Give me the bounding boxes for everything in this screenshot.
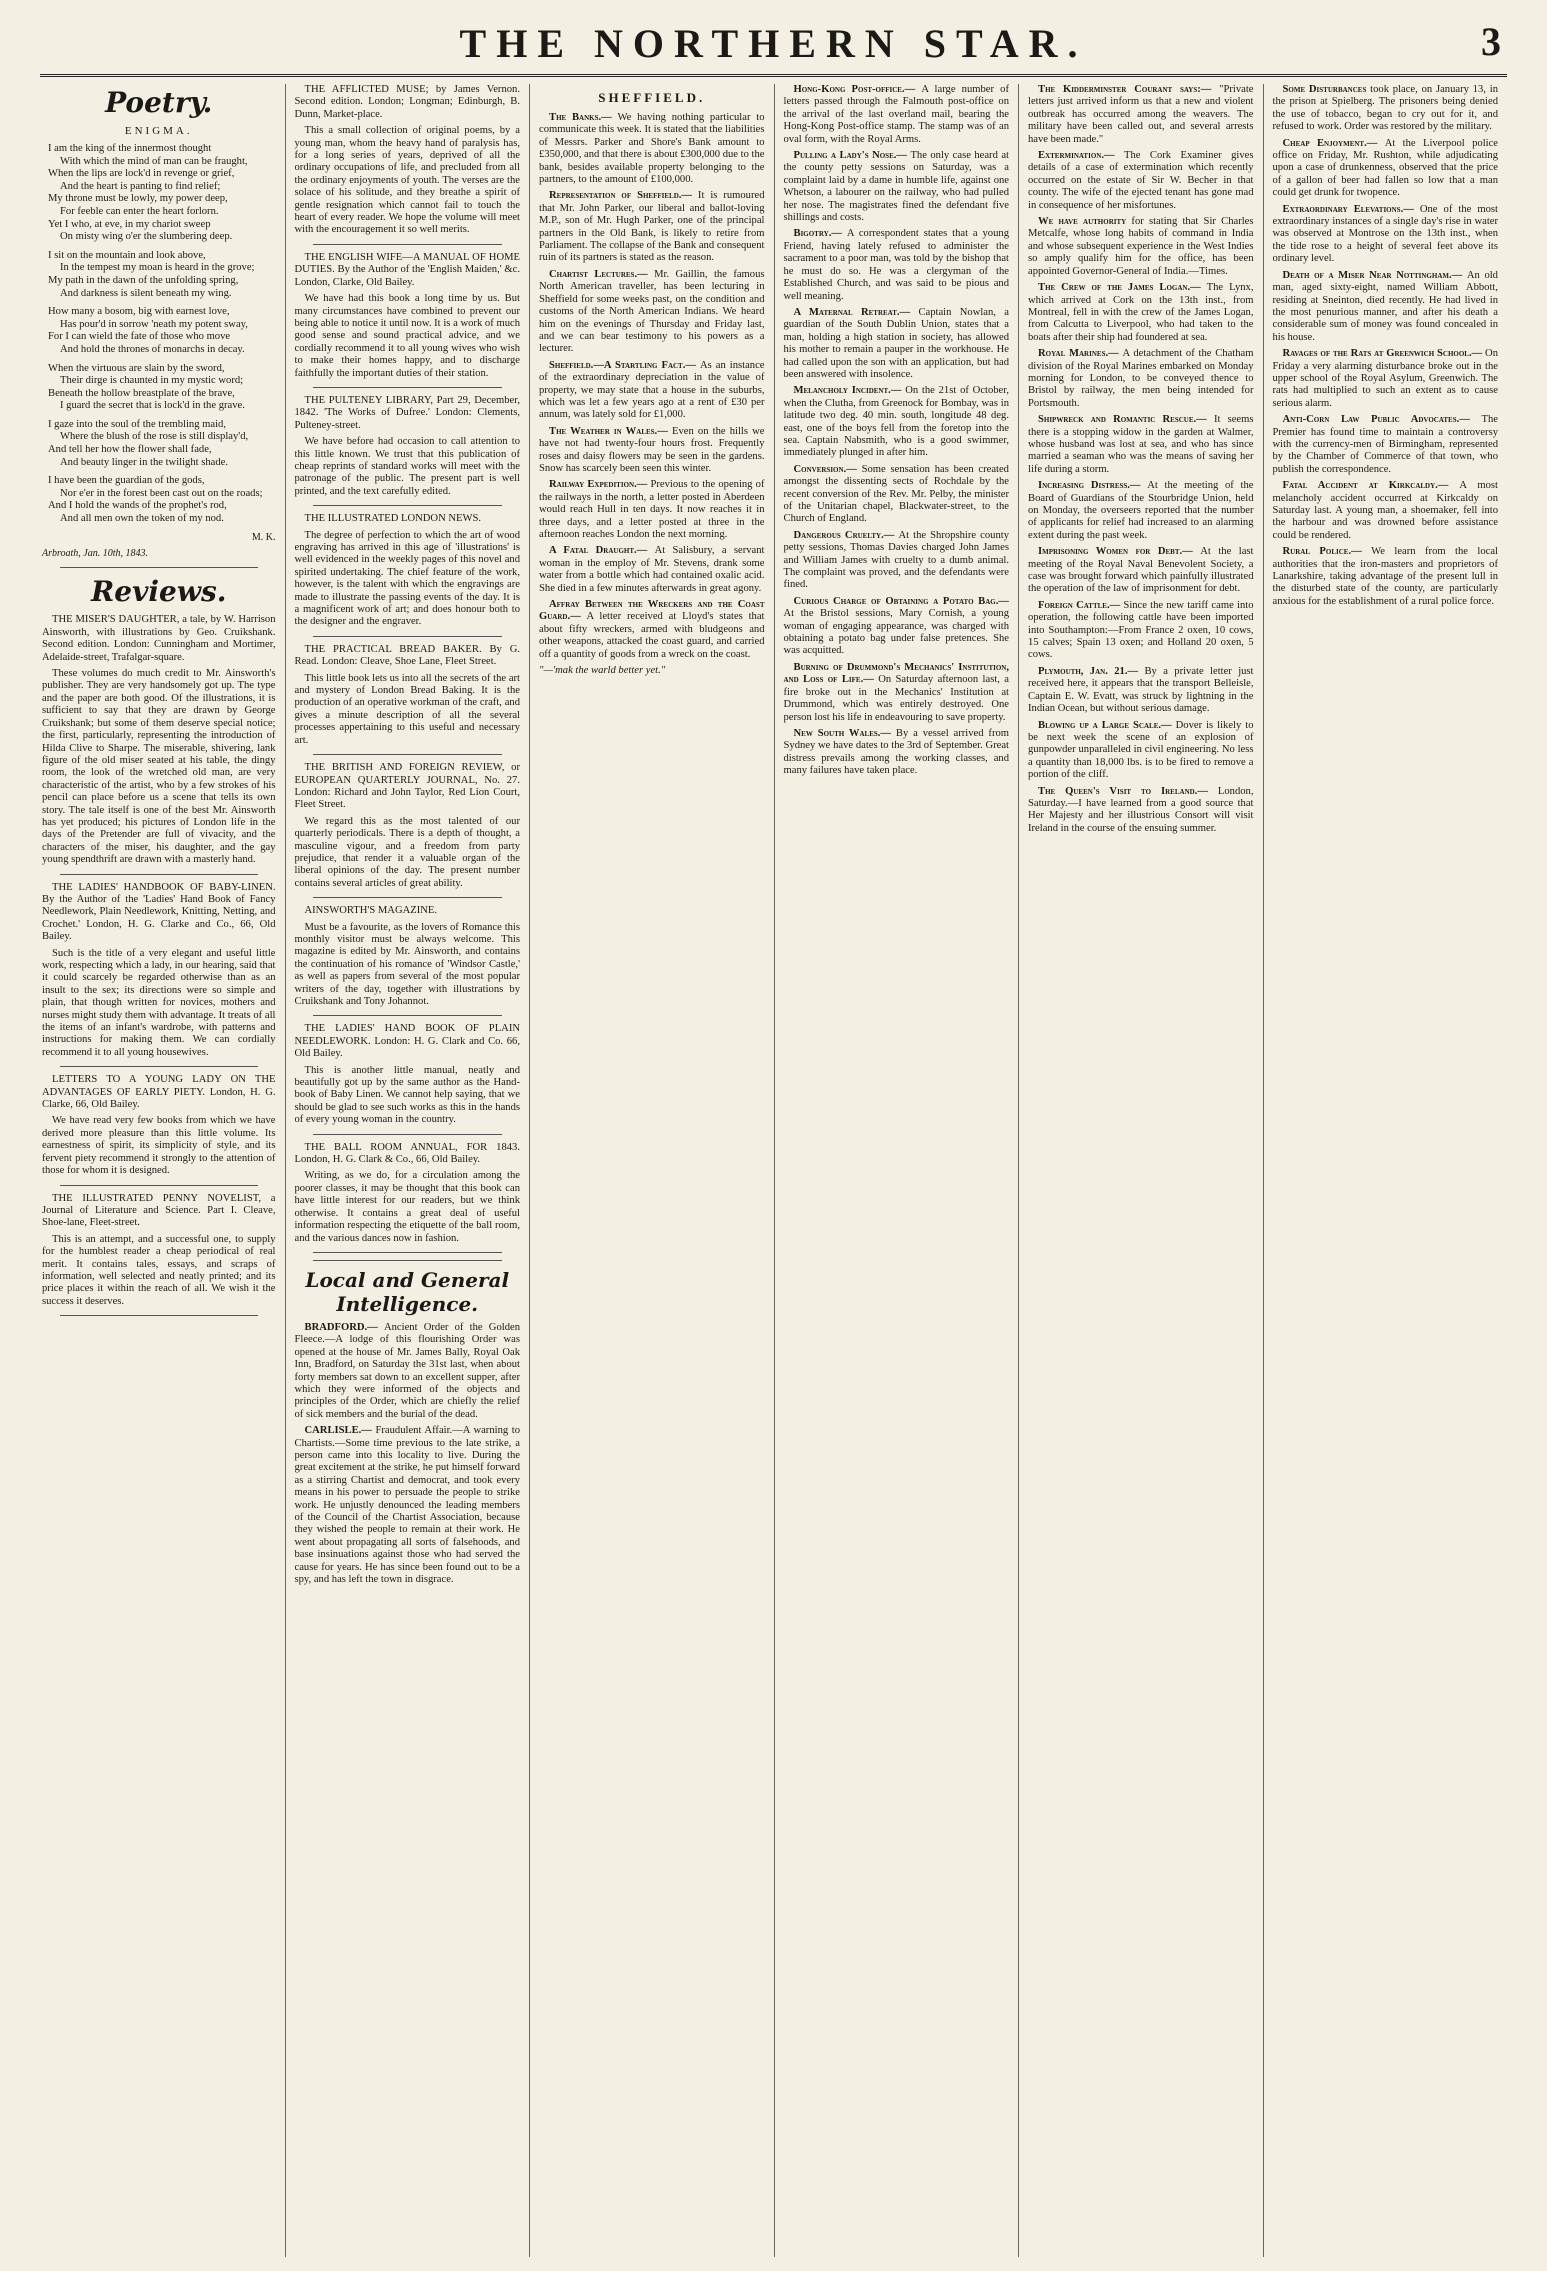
- news-paragraph: [1273, 204, 1499, 266]
- news-headline: Sheffield.—A Startling Fact.—: [549, 359, 700, 371]
- news-headline: Conversion.—: [793, 463, 862, 475]
- news-paragraph: [539, 599, 765, 661]
- divider: [60, 567, 258, 568]
- news-body: A correspondent states that a young Friend, having lately refused to administer the sacrament to a poor man, was told by the bishop that he must do so. He was a clergyman of the Established Church, and was said to be pious and well meaning.: [783, 228, 1009, 302]
- poem-line: Where the blush of the rose is still display'd,: [60, 431, 249, 443]
- news-paragraph: [784, 596, 1010, 658]
- poem-line: And hold the thrones of monarchs in decay.: [60, 343, 245, 355]
- news-headline: We have authority: [1038, 216, 1132, 228]
- news-headline: Blowing up a Large Scale.—: [1038, 719, 1176, 731]
- poem-line: And all men own the token of my nod.: [60, 513, 224, 525]
- poem-line: Yet I who, at eve, in my chariot sweep: [48, 218, 211, 230]
- news-paragraph: [784, 150, 1010, 224]
- review-title: THE MISER'S DAUGHTER, a tale, by W. Harrison Ainsworth, with illustrations by Geo. Cruikshank. Second edition. London: Cunningham and Mortimer, Adelaide-street, Trafalgar-square.: [42, 614, 276, 663]
- poem-line: My path in the dawn of the unfolding spring,: [48, 274, 239, 286]
- news-body: Dover is likely to be next week the scene of an explosion of gunpowder unparalleled in civil engineering. No less a quantity than 18,000 lbs. is to be fired to remove a portion of the cliff.: [1028, 719, 1254, 781]
- news-headline: New South Wales.—: [793, 727, 896, 739]
- news-body: We learn from the local authorities that the iron-masters and proprietors of Lanarkshire, taking advantage of the present lull in the disturbed state of the county, are particularly anxious for the establishment of a rural police force.: [1272, 546, 1498, 607]
- poem-line: And beauty linger in the twilight shade.: [60, 456, 228, 468]
- news-body: A detachment of the Chatham division of the Royal Marines embarked on Monday morning for London, to be conveyed thence to Bristol by railway, the men being intended for Portsmouth.: [1028, 348, 1254, 409]
- news-body: Fraudulent Affair.—A warning to Chartists.—Some time previous to the late strike, a person came into this locality to live. During the great excitement at the strike, he put himself forward as a stirring Chartist and democrat, and took every means in his power to persuade the people to strike work. He unjustly denounced the leading members of the Council of the Chartist Association, because they wished the people to remain at their work. He went about propagating all sorts of falsehoods, and base insinuations against those who had served the cause for years. He has since been found out to be a spy, and has left the town in disgrace.: [294, 1425, 520, 1586]
- review-title: THE BALL ROOM ANNUAL, FOR 1843. London, H. G. Clark & Co., 66, Old Bailey.: [294, 1141, 520, 1166]
- news-paragraph: [784, 530, 1010, 592]
- newspaper-title: THE NORTHERN STAR.: [459, 21, 1088, 66]
- news-paragraph: [1273, 414, 1499, 476]
- news-body: As an instance of the extraordinary depreciation in the value of property, we may state that a house in the suburbs, which was let a few years ago at a rent of £30 per annum, was lately sold for £1,000.: [539, 359, 765, 421]
- news-paragraph: [1273, 480, 1499, 542]
- news-body: By a private letter just received here, it appears that the transport Belleisle, Captain E. W. Evatt, was struck by lightning in the Indian Ocean, but without serious damage.: [1028, 665, 1254, 715]
- news-paragraph: [295, 1322, 521, 1421]
- news-paragraph: [1028, 480, 1254, 542]
- poem-line: And tell her how the flower shall fade,: [48, 444, 212, 456]
- news-paragraph: [784, 662, 1010, 724]
- review-title: THE PULTENEY LIBRARY, Part 29, December, 1842. 'The Works of Dufree.' London: Clements, Pulteney-street.: [294, 394, 520, 431]
- divider: [60, 1315, 258, 1316]
- news-body: On the 21st of October, when the Clutha, from Greenock for Bombay, was in latitude two deg. 40 min. south, longitude 48 deg. east, one of the boys fell from the foretop into the sea. Captain Nabsmith, who is a good swimmer, immediately plunged in after him.: [783, 385, 1010, 459]
- news-body: Previous to the opening of the railways in the north, a letter posted in Aberdeen would reach Hull in ten days. It now reaches it in three days, and a letter posted at three in the afternoon reaches London the next morning.: [539, 479, 765, 540]
- news-paragraph: [539, 545, 765, 595]
- sheffield-section-title: SHEFFIELD.: [598, 90, 706, 105]
- news-body: At the meeting of the Board of Guardians of the Stourbridge Union, held on Monday, the overseers reported that the number of applicants for relief had increased to an alarming extent during the past week.: [1028, 480, 1254, 541]
- news-body: One of the most extraordinary instances of a single day's rise in water was observed at Montrose on the 13th inst., when the tide rose to a height of several feet above its ordinary level.: [1272, 203, 1498, 265]
- poem-line: My throne must be lowly, my power deep,: [48, 193, 228, 205]
- news-paragraph: [1028, 150, 1254, 212]
- news-paragraph: [1028, 546, 1254, 596]
- quote-line: "—'mak the warld better yet.": [539, 665, 666, 677]
- news-headline: Affray Between the Wreckers and the Coast Guard.—: [539, 599, 765, 623]
- poem-line: On misty wing o'er the slumbering deep.: [60, 231, 233, 243]
- news-headline: Royal Marines.—: [1038, 348, 1123, 360]
- review-title: THE LADIES' HANDBOOK OF BABY-LINEN. By the Author of the 'Ladies' Hand Book of Fancy Needlework, Plain Needlework, Knitting, Netting, and Crochet.' London, H. G. Clarke and Co., 66, Old Bailey.: [42, 881, 276, 943]
- column-6: [1263, 84, 1508, 2257]
- review-body: Such is the title of a very elegant and useful little work, respecting which a lady, in our hearing, said that it could scarcely be regarded otherwise than as an insult to the sex; its directions were so simple and plain, that though written for novices, mothers and nurses might study them with advantage. It treats of all the items of an infant's wardrobe, with patterns and instructions for making them. We can cordially recommend it to all young housewives.: [42, 947, 276, 1058]
- news-headline: The Banks.—: [549, 112, 618, 123]
- news-body: By a vessel arrived from Sydney we have dates to the 3rd of September. Great distress prevails among the working classes, and many failures have taken place.: [783, 727, 1010, 777]
- news-paragraph: [1028, 414, 1254, 476]
- divider: [60, 1185, 258, 1186]
- poem-line: For I can wield the fate of those who move: [48, 331, 231, 343]
- divider: [313, 754, 503, 755]
- poem-line: I am the king of the innermost thought: [48, 143, 212, 154]
- news-paragraph: [295, 1425, 521, 1586]
- news-body: At the Shropshire county petty sessions, Thomas Davies charged John James and William James with cruelty to a dumb animal. The complaint was proved, and the defendants were fined.: [783, 529, 1009, 591]
- news-headline: Death of a Miser Near Nottingham.—: [1282, 269, 1467, 281]
- news-headline: CARLISLE.—: [304, 1425, 376, 1437]
- news-paragraph: [784, 385, 1010, 459]
- divider: [313, 1260, 503, 1261]
- news-headline: The Crew of the James Logan.—: [1038, 282, 1207, 294]
- news-body: Mr. Gaillin, the famous North American traveller, has been lecturing in Sheffield for some weeks past, on the condition and customs of the North American Indians. We heard him on the evenings of Thursday and Friday last, and we can bear testimony to his powers as a lecturer.: [539, 268, 765, 355]
- news-body: On Saturday afternoon last, a fire broke out in the Mechanics' Institution at Drummond, which was entirely destroyed. One person lost his life in endeavouring to save property.: [783, 674, 1009, 723]
- column-5-news: [1028, 84, 1254, 835]
- news-paragraph: [784, 728, 1010, 778]
- news-body: At the Bristol sessions, Mary Cornish, a young woman of engaging appearance, was charged with obtaining a potato bag under false pretences. She was acquitted.: [783, 608, 1009, 657]
- news-paragraph: [784, 307, 1010, 381]
- column-1: [40, 84, 285, 2257]
- column-3: [529, 84, 774, 2257]
- news-body: Ancient Order of the Golden Fleece.—A lodge of this flourishing Order was opened at the house of Mr. James Bally, Royal Oak Inn, Bradford, on Saturday the 31st last, when about forty members sat down to an excellent supper, after which they were informed of the objects and principles of the Order, which are chiefly the relief of sick members and the burial of the dead.: [294, 1321, 520, 1420]
- news-body: It seems there is a stopping widow in the garden at Walmer, whose husband was lost at sea, and who has since married a seaman who was the means of saving her life during a storm.: [1028, 414, 1254, 475]
- news-body: An old man, aged sixty-eight, named William Abbott, residing at Sneinton, died recently. He had lived in the most penurious manner, and after his death a considerable sum of money was found concealed in his house.: [1272, 269, 1498, 343]
- news-paragraph: [1273, 138, 1499, 200]
- divider: [313, 505, 503, 506]
- review-title: THE AFFLICTED MUSE; by James Vernon. Second edition. London; Longman; Edinburgh, B. Dunn, Market-place.: [294, 84, 520, 120]
- news-headline: Anti-Corn Law Public Advocates.—: [1282, 414, 1482, 426]
- poem-line: How many a bosom, big with earnest love,: [48, 306, 230, 318]
- news-body: London, Saturday.—I have learned from a good source that Her Majesty and her illustrious Consort will visit Ireland in the course of the ensuing summer.: [1028, 785, 1254, 834]
- news-headline: Ravages of the Rats at Greenwich School.—: [1282, 348, 1486, 360]
- news-body: A large number of letters passed through the Falmouth post-office on the arrival of the last overland mail, bearing the Hong-Kong Post-office stamp. The stamp was of an oval form, with the Royal Arms.: [783, 84, 1009, 145]
- page-number: 3: [1481, 19, 1501, 64]
- news-headline: Representation of Sheffield.—: [549, 190, 698, 202]
- news-headline: Burning of Drummond's Mechanics' Institution, and Loss of Life.—: [783, 661, 1009, 686]
- news-paragraph: [539, 269, 765, 356]
- column-2-reviews: [295, 84, 521, 1253]
- poem-line: When the virtuous are slain by the sword,: [48, 362, 225, 374]
- divider: [313, 636, 503, 637]
- poem-line: Their dirge is chaunted in my mystic word;: [60, 375, 244, 387]
- news-body: At the Liverpool police office on Friday, Mr. Rushton, while adjudicating upon a case of drunkenness, observed that the price of a gallon of beer had fallen so low that a man could get drunk for twopence.: [1272, 137, 1498, 199]
- poem-line: And darkness is silent beneath my wing.: [60, 287, 232, 299]
- column-2: [285, 84, 530, 2257]
- poem-line: Nor e'er in the forest been cast out on the roads;: [60, 487, 263, 499]
- news-headline: Some Disturbances: [1282, 84, 1371, 95]
- divider: [313, 1134, 503, 1135]
- news-headline: Fatal Accident at Kirkcaldy.—: [1282, 480, 1460, 492]
- review-title: LETTERS TO A YOUNG LADY ON THE ADVANTAGES OF EARLY PIETY. London, H. G. Clarke, 66, Old Bailey.: [42, 1074, 276, 1111]
- news-paragraph: [1273, 84, 1499, 134]
- news-headline: A Fatal Draught.—: [549, 545, 655, 557]
- news-headline: Increasing Distress.—: [1038, 480, 1148, 492]
- news-paragraph: [1273, 348, 1499, 410]
- news-paragraph: [1273, 546, 1499, 608]
- news-body: Even on the hills we have not had twenty-four hours frost. Frequently roses and daisy flowers may be seen in the gardens. Snow has scarcely been seen this winter.: [539, 425, 765, 474]
- review-body: Must be a favourite, as the lovers of Romance this monthly visitor must be always welcome. This magazine is edited by Mr. Ainsworth, and contains the continuation of his romance of 'Windsor Castle,' as well as papers from several of the most popular writers of the day, together with illustrations by Cruikshank and Tony Johannot.: [294, 921, 520, 1007]
- news-paragraph: [1028, 84, 1254, 146]
- review-body: Writing, as we do, for a circulation among the poorer classes, it may be thought that this book can have little interest for our readers, but we think otherwise. It contains a great deal of useful information respecting the etiquette of the ball room, and the various dances now in fashion.: [294, 1170, 520, 1244]
- poem-line: I guard the secret that is lock'd in the grave.: [60, 400, 245, 412]
- news-body: It is rumoured that Mr. John Parker, our liberal and ballot-loving M.P., son of Mr. Hugh Parker, one of the principal partners in the Old Bank, is likely to retire from Parliament. The collapse of the Bank and consequent ruin of its partners is stated as the reason.: [539, 190, 765, 264]
- review-body: This is another little manual, neatly and beautifully got up by the same author as the Hand-book of Baby Linen. We cannot help saying, that we should be glad to see such works as this in the hands of every young woman in the country.: [294, 1064, 520, 1126]
- poetry-section-title: Poetry.: [105, 86, 213, 119]
- divider: [313, 1252, 503, 1253]
- news-headline: Dangerous Cruelty.—: [793, 529, 899, 541]
- review-body: We regard this as the most talented of our quarterly periodicals. There is a depth of thought, a masculine vigour, and a freedom from party prejudice, that render it a valuable organ of the liberal opinions of the day. The present number contains several articles of great ability.: [294, 815, 520, 889]
- poem-line: With which the mind of man can be fraught,: [60, 155, 248, 167]
- poem-title: ENIGMA.: [124, 125, 193, 137]
- news-headline: The Weather in Wales.—: [549, 425, 672, 437]
- news-headline: Chartist Lectures.—: [549, 268, 655, 280]
- news-paragraph: [1273, 270, 1499, 344]
- news-headline: A Maternal Retreat.—: [793, 306, 919, 318]
- review-body: We have before had occasion to call attention to this little known. We trust that this publication of cheap reprints of standard works will meet with the patronage of the public. The present part is well printed, and the text carefully edited.: [294, 436, 520, 497]
- news-body: At Salisbury, a servant woman in the employ of Mr. Stevens, drank some water from a bottle which had contained oxalic acid. She died in a few minutes afterwards in great agony.: [539, 545, 765, 594]
- divider: [313, 244, 503, 245]
- news-body: A letter received at Lloyd's states that about fifty wreckers, armed with bludgeons and other weapons, attacked the coast guard, and carried off a quantity of goods from a wreck on the coast.: [539, 611, 765, 660]
- poem-line: And I hold the wands of the prophet's rod,: [48, 500, 227, 512]
- poem-line: When the lips are lock'd in revenge or grief,: [48, 168, 235, 180]
- news-paragraph: [784, 228, 1010, 302]
- review-title: THE BRITISH AND FOREIGN REVIEW, or EUROPEAN QUARTERLY JOURNAL, No. 27. London: Richard and John Taylor, Red Lion Court, Fleet Street.: [294, 762, 520, 811]
- divider: [313, 1015, 503, 1016]
- divider: [60, 1066, 258, 1067]
- news-paragraph: [539, 479, 765, 541]
- review-title: THE ILLUSTRATED PENNY NOVELIST, a Journal of Literature and Science. Part I. Cleave, Shoe-lane, Fleet-street.: [42, 1192, 276, 1229]
- news-body: Some sensation has been created amongst the dissenting sects of Rochdale by the recent conversion of the Rev. Mr. Pelby, the minister of the Unitarian chapel, Blackwater-street, to the Church of England.: [783, 463, 1009, 525]
- divider: [60, 874, 258, 875]
- reviews-list: [42, 614, 276, 1316]
- news-paragraph: [784, 84, 1010, 146]
- review-title: THE PRACTICAL BREAD BAKER. By G. Read. London: Cleave, Shoe Lane, Fleet Street.: [294, 643, 520, 668]
- news-paragraph: [1028, 786, 1254, 836]
- poem: [42, 143, 276, 532]
- divider: [313, 387, 503, 388]
- review-body: We have read very few books from which we have derived more pleasure than this little volume. Its earnestness of spirit, its simplicity of style, and its fervent piety recommend it strongly to the attention of those for whom it is designed.: [42, 1115, 276, 1177]
- news-paragraph: [1028, 348, 1254, 410]
- column-5: [1018, 84, 1263, 2257]
- news-headline: Extraordinary Elevations.—: [1282, 203, 1420, 215]
- poem-line: I sit on the mountain and look above,: [48, 249, 206, 261]
- news-body: for stating that Sir Charles Metcalfe, whose long habits of command in India and whose subsequent experience in the West Indies so amply qualify him for the office, has been appointed Governor-General of India.—Times.: [1028, 216, 1254, 277]
- news-headline: BRADFORD.—: [304, 1321, 384, 1333]
- news-body: On Friday a very alarming disturbance broke out in the upper school of the Royal Asylum, Greenwich. The rats had multiplied to such an extent as to cause serious alarm.: [1272, 348, 1498, 409]
- news-headline: Bigotry.—: [793, 228, 847, 240]
- divider: [313, 897, 503, 898]
- review-title: THE ENGLISH WIFE—A MANUAL OF HOME DUTIES. By the Author of the 'English Maiden,' &c. London, Clarke, Old Bailey.: [294, 251, 520, 288]
- news-headline: Pulling a Lady's Nose.—: [793, 150, 911, 162]
- poem-line: Beneath the hollow breastplate of the brave,: [48, 387, 235, 399]
- news-body: At the last meeting of the Royal Naval Benevolent Society, a case was brought forward which painfully illustrated the operation of the law of imprisonment for debt.: [1028, 546, 1254, 595]
- poem-line: For feeble can enter the heart forlorn.: [60, 205, 219, 217]
- local-news-section-title: Local and General Intelligence.: [305, 1267, 510, 1316]
- news-paragraph: [1028, 282, 1254, 344]
- masthead: [40, 18, 1507, 70]
- news-paragraph: [539, 190, 765, 264]
- news-headline: Extermination.—: [1038, 150, 1124, 162]
- news-paragraph: [1028, 666, 1254, 716]
- column-4-news: [784, 84, 1010, 778]
- news-body: A most melancholy accident occurred at Kirkcaldy on Saturday last. A young man, a shoemaker, fell into the harbour and was drowned before assistance could be rendered.: [1272, 480, 1499, 541]
- news-paragraph: [1028, 600, 1254, 662]
- news-paragraph: [539, 112, 765, 186]
- news-paragraph: [1028, 216, 1254, 278]
- news-paragraph: [539, 426, 765, 476]
- poem-line: And the heart is panting to find relief;: [60, 180, 221, 192]
- news-headline: Foreign Cattle.—: [1038, 599, 1124, 611]
- news-body: We having nothing particular to communicate this week. It is stated that the liabilities of Messrs. Parker and Shore's Bank amount to £350,000, and that there is about £300,000 due to the bank, besides available property belonging to the partners, to the amount of £100,000.: [539, 112, 765, 186]
- local-news-list: [295, 1322, 521, 1587]
- news-headline: Curious Charge of Obtaining a Potato Bag.—: [793, 595, 1009, 607]
- news-paragraph: [539, 360, 765, 422]
- sheffield-news-list: [539, 112, 765, 661]
- news-paragraph: [1028, 720, 1254, 782]
- poem-dateline: Arbroath, Jan. 10th, 1843.: [42, 548, 149, 560]
- news-headline: Rural Police.—: [1282, 546, 1372, 558]
- news-body: Since the new tariff came into operation, the following cattle have been imported into Southampton:—From France 2 oxen, 10 cows, 15 calves; Spain 13 oxen; and Holland 20 oxen, 5 cows.: [1028, 599, 1254, 661]
- news-paragraph: [784, 464, 1010, 526]
- news-body: The only case heard at the county petty sessions on Saturday, was a complaint laid by a dame in humble life, against one Whetson, a labourer on the railway, who had pulled her nose. The magistrates fined the defendant five shillings and costs.: [783, 150, 1009, 224]
- news-headline: Imprisoning Women for Debt.—: [1038, 546, 1201, 558]
- news-body: "Private letters just arrived inform us that a new and violent outbreak has occurred among the weavers. The military have been called out, and several arrests have been made.": [1028, 84, 1254, 145]
- review-title: THE LADIES' HAND BOOK OF PLAIN NEEDLEWORK. London: H. G. Clark and Co. 66, Old Bailey.: [294, 1023, 520, 1060]
- columns-grid: [40, 84, 1507, 2257]
- poem-signature: M. K.: [251, 531, 276, 543]
- news-headline: Railway Expedition.—: [549, 479, 651, 491]
- news-headline: Melancholy Incident.—: [793, 385, 906, 397]
- review-body: These volumes do much credit to Mr. Ainsworth's publisher. They are very handsomely got up. The type and the paper are both good. Of the illustrations, it is sufficient to say that they are drawn by George Cruikshank; but some of them deserve special notice; the first, particularly, representing the introduction of Hilda Clive to Sharpe. The miserable, shivering, lank figure of the old miser seated at his table, the dingy room, the look of the wretched old man, are very characteristic of the artist, who by a few strokes of his pencil can place before us a scene that tells its own story. The tale itself is one of the best Mr. Ainsworth has yet produced; his pictures of London life in the days of the Pretender are full of vivacity, and the characters of the miser, his daughter, and the gay young spendthrift are drawn with a masterly hand.: [42, 668, 276, 866]
- news-headline: Cheap Enjoyment.—: [1282, 137, 1385, 149]
- column-6-news: [1273, 84, 1499, 608]
- poem-line: I have been the guardian of the gods,: [48, 475, 205, 487]
- review-title: AINSWORTH'S MAGAZINE.: [304, 905, 438, 917]
- poem-line: In the tempest my moan is heard in the grove;: [60, 262, 255, 274]
- news-headline: Plymouth, Jan. 21.—: [1038, 665, 1145, 677]
- poem-line: Has pour'd in sorrow 'neath my potent sway,: [60, 318, 248, 330]
- news-body: took place, on January 13, in the prison at Spielberg. The prisoners being denied the use of tobacco, began to cry out for it, and refused to work. Order was restored by the military.: [1272, 84, 1498, 133]
- news-body: The Cork Examiner gives details of a case of extermination which recently occurred on the estate of Sir W. Becher in that county. The wife of the ejected tenant has gone mad in consequence of her misfortunes.: [1028, 150, 1254, 211]
- news-body: The Lynx, which arrived at Cork on the 13th inst., from Montreal, fell in with the crew of the James Logan, from Calcutta to Liverpool, who had taken to the boats after their ship had foundered at sea.: [1028, 282, 1254, 343]
- review-body: The degree of perfection to which the art of wood engraving has arrived in this age of 'illustrations' is well evidenced in the weekly pages of this novel and spirited undertaking. The chief feature of the work, however, is the talent with which the engravings are made to illustrate the passing events of the day. It is a magnificent work of art; and does honour both to the designer and the engraver.: [294, 529, 520, 628]
- review-body: This little book lets us into all the secrets of the art and mystery of London Bread Baking. It is the production of an operative workman of the craft, and gives a minute description of all the several processes appertaining to this useful and necessary art.: [294, 672, 520, 746]
- masthead-rule: [40, 74, 1507, 77]
- review-body: We have had this book a long time by us. But many circumstances have combined to prevent our being able to notice it until now. It is a work of much good sense and sound practical advice, and we cordially recommend it to all young wives who wish to make their homes happy, and to discharge faithfully the important duties of their station.: [294, 293, 520, 379]
- review-title: THE ILLUSTRATED LONDON NEWS.: [304, 513, 482, 525]
- news-headline: Shipwreck and Romantic Rescue.—: [1038, 414, 1214, 426]
- reviews-section-title: Reviews.: [91, 575, 227, 609]
- news-headline: The Kidderminster Courant says:—: [1038, 84, 1220, 95]
- news-body: The Premier has found time to maintain a controversy with the currency-men of Birmingham, represented by the Chamber of Commerce of that town, who publish the correspondence.: [1272, 414, 1498, 475]
- news-headline: Hong-Kong Post-office.—: [793, 84, 922, 95]
- news-body: Captain Nowlan, a guardian of the South Dublin Union, states that a man, holding a high station in society, has allowed his mother to remain a pauper in the workhouse. He had called upon the son with an application, but had been answered with insolence.: [783, 306, 1009, 380]
- column-4: [774, 84, 1019, 2257]
- news-headline: The Queen's Visit to Ireland.—: [1038, 785, 1218, 797]
- review-body: This a small collection of original poems, by a young man, whom the heavy hand of paralysis has, for a long series of years, deprived of all the ordinary occupations of life, and precluded from all the ordinary enjoyments of youth. The verses are the solace of his solitude, and they breathe a spirit of gentle resignation which cannot fail to touch the heart of every reader. We hope the volume will meet with the encouragement it so well merits.: [294, 125, 520, 236]
- review-body: This is an attempt, and a successful one, to supply for the humblest reader a cheap periodical of real merit. It contains tales, essays, and scraps of information, well selected and neatly printed; and its price places it within the reach of all. We wish it the success it deserves.: [42, 1233, 276, 1307]
- poem-line: I gaze into the soul of the trembling maid,: [48, 418, 226, 430]
